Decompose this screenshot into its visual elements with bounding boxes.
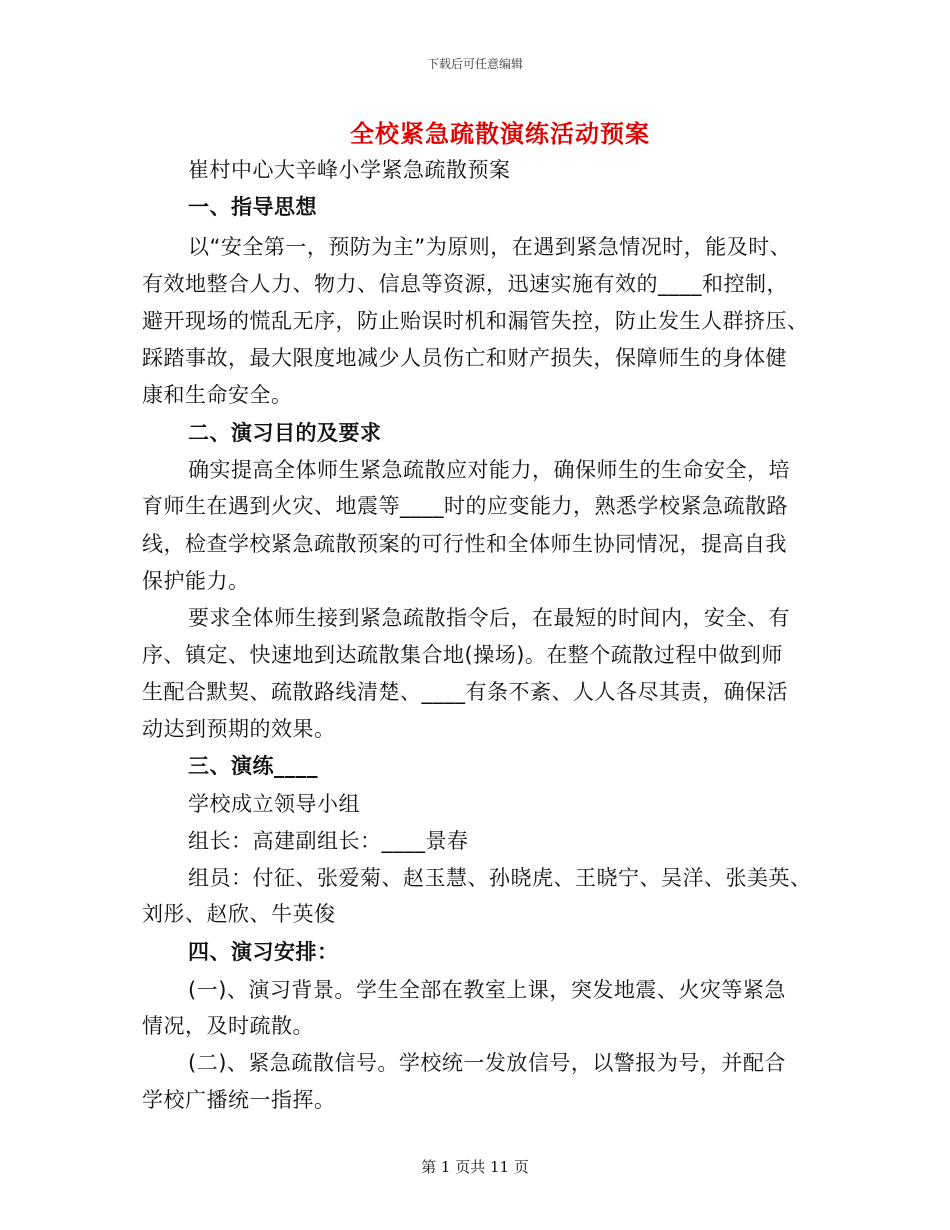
paragraph-line: 育师生在遇到火灾、地震等____时的应变能力，熟悉学校紧急疏散路 bbox=[142, 494, 788, 518]
paragraph-line: 学校广播统一指挥。 bbox=[142, 1088, 336, 1112]
section-heading-3: 三、演练____ bbox=[188, 754, 318, 778]
paragraph-line: 以“安全第一，预防为主”为原则，在遇到紧急情况时，能及时、 bbox=[188, 235, 792, 259]
paragraph-line: 保护能力。 bbox=[142, 569, 250, 593]
paragraph-line: 确实提高全体师生紧急疏散应对能力，确保师生的生命安全，培 bbox=[188, 458, 790, 482]
paragraph-line: 组员：付征、张爱菊、赵玉慧、孙晓虎、王晓宁、吴洋、张美英、 bbox=[188, 866, 812, 890]
paragraph-line: 避开现场的慌乱无序，防止贻误时机和漏管失控，防止发生人群挤压、 bbox=[142, 309, 809, 333]
paragraph-line: (一)、演习背景。学生全部在教室上课，突发地震、火灾等紧急 bbox=[188, 978, 786, 1002]
paragraph-line: 生配合默契、疏散路线清楚、____有条不紊、人人各尽其责，确保活 bbox=[142, 680, 788, 704]
paragraph-line: 踩踏事故，最大限度地减少人员伤亡和财产损失，保障师生的身体健 bbox=[142, 346, 787, 370]
document-title: 全校紧急疏散演练活动预案 bbox=[350, 120, 650, 148]
section-heading-2: 二、演习目的及要求 bbox=[188, 421, 382, 445]
section-heading-1: 一、指导思想 bbox=[188, 195, 317, 219]
paragraph-line: 组长：高建副组长：____景春 bbox=[188, 829, 469, 853]
paragraph-line: 线，检查学校紧急疏散预案的可行性和全体师生协同情况，提高自我 bbox=[142, 532, 787, 556]
paragraph-line: 序、镇定、快速地到达疏散集合地(操场)。在整个疏散过程中做到师 bbox=[142, 643, 783, 667]
subtitle-line: 崔村中心大辛峰小学紧急疏散预案 bbox=[188, 158, 511, 182]
page-footer: 第 1 页共 11 页 bbox=[421, 1158, 529, 1176]
paragraph-line: 有效地整合人力、物力、信息等资源，迅速实施有效的____和控制， bbox=[142, 272, 788, 296]
page-header: 下载后可任意编辑 bbox=[426, 57, 523, 71]
paragraph-line: 刘彤、赵欣、牛英俊 bbox=[142, 902, 336, 926]
paragraph-line: 情况，及时疏散。 bbox=[142, 1014, 314, 1038]
paragraph-line: 动达到预期的效果。 bbox=[142, 717, 336, 741]
paragraph-line: (二)、紧急疏散信号。学校统一发放信号，以警报为号，并配合 bbox=[188, 1051, 786, 1075]
paragraph-line: 康和生命安全。 bbox=[142, 383, 293, 407]
section-heading-4: 四、演习安排： bbox=[188, 940, 339, 964]
paragraph-line: 学校成立领导小组 bbox=[188, 792, 360, 816]
paragraph-line: 要求全体师生接到紧急疏散指令后，在最短的时间内，安全、有 bbox=[188, 606, 790, 630]
